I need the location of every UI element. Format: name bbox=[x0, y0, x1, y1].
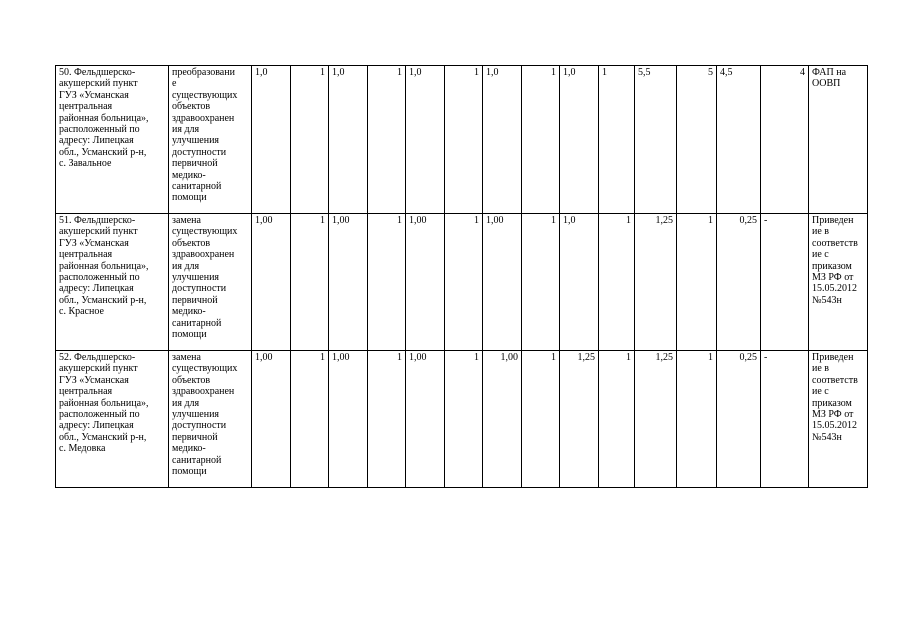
value-cell: 1 bbox=[522, 351, 560, 488]
value-cell: 1 bbox=[522, 66, 560, 214]
value-cell: 4,5 bbox=[717, 66, 761, 214]
value-cell: 1,00 bbox=[406, 351, 445, 488]
value-cell: 1 bbox=[677, 214, 717, 351]
value-cell: 1 bbox=[445, 351, 483, 488]
value-cell: 1,00 bbox=[329, 214, 368, 351]
value-cell: 5,5 bbox=[635, 66, 677, 214]
value-cell: 1 bbox=[677, 351, 717, 488]
value-cell: 1 bbox=[291, 351, 329, 488]
purpose-cell: преобразовани е существующих объектов здравоохранен ия для улучшения доступности первичной медико- санитарной помощи bbox=[169, 66, 252, 214]
value-cell: 1,00 bbox=[329, 351, 368, 488]
value-cell: - bbox=[761, 351, 809, 488]
table-row bbox=[56, 66, 868, 214]
value-cell: 1,0 bbox=[560, 66, 599, 214]
value-cell: 1,00 bbox=[483, 351, 522, 488]
value-cell: 1,0 bbox=[406, 66, 445, 214]
value-cell: 4 bbox=[761, 66, 809, 214]
value-cell: 1,00 bbox=[252, 351, 291, 488]
purpose-cell: замена существующих объектов здравоохранен ия для улучшения доступности первичной медико- санитарной помощи bbox=[169, 214, 252, 351]
value-cell: - bbox=[761, 214, 809, 351]
value-cell: 1,25 bbox=[560, 351, 599, 488]
value-cell: 1,00 bbox=[406, 214, 445, 351]
value-cell: 0,25 bbox=[717, 214, 761, 351]
value-cell: 1,25 bbox=[635, 214, 677, 351]
value-cell: 1 bbox=[291, 214, 329, 351]
note-cell: Приведен ие в соответств ие с приказом МЗ РФ от 15.05.2012 №543н bbox=[809, 351, 868, 488]
value-cell: 1,00 bbox=[483, 214, 522, 351]
value-cell: 1 bbox=[599, 214, 635, 351]
value-cell: 1,0 bbox=[252, 66, 291, 214]
value-cell: 1,0 bbox=[329, 66, 368, 214]
value-cell: 1 bbox=[445, 66, 483, 214]
note-cell: ФАП на ООВП bbox=[809, 66, 868, 214]
value-cell: 1 bbox=[599, 351, 635, 488]
value-cell: 1 bbox=[368, 66, 406, 214]
value-cell: 1 bbox=[599, 66, 635, 214]
value-cell: 1 bbox=[445, 214, 483, 351]
value-cell: 1 bbox=[368, 351, 406, 488]
facilities-table bbox=[55, 65, 868, 488]
note-cell: Приведен ие в соответств ие с приказом МЗ РФ от 15.05.2012 №543н bbox=[809, 214, 868, 351]
value-cell: 5 bbox=[677, 66, 717, 214]
value-cell: 1 bbox=[291, 66, 329, 214]
facility-name-cell: 50. Фельдшерско- акушерский пункт ГУЗ «Усманская центральная районная больница», расположенный по адресу: Липецкая обл., Усманский р-н, с. Завальное bbox=[56, 66, 169, 214]
purpose-cell: замена существующих объектов здравоохранен ия для улучшения доступности первичной медико- санитарной помощи bbox=[169, 351, 252, 488]
facility-name-cell: 51. Фельдшерско- акушерский пункт ГУЗ «Усманская центральная районная больница», расположенный по адресу: Липецкая обл., Усманский р-н, с. Красное bbox=[56, 214, 169, 351]
value-cell: 1,0 bbox=[560, 214, 599, 351]
value-cell: 1,00 bbox=[252, 214, 291, 351]
value-cell: 0,25 bbox=[717, 351, 761, 488]
table-row bbox=[56, 214, 868, 351]
value-cell: 1 bbox=[368, 214, 406, 351]
table-row bbox=[56, 351, 868, 488]
value-cell: 1,25 bbox=[635, 351, 677, 488]
value-cell: 1 bbox=[522, 214, 560, 351]
value-cell: 1,0 bbox=[483, 66, 522, 214]
facility-name-cell: 52. Фельдшерско- акушерский пункт ГУЗ «Усманская центральная районная больница», расположенный по адресу: Липецкая обл., Усманский р-н, с. Медовка bbox=[56, 351, 169, 488]
